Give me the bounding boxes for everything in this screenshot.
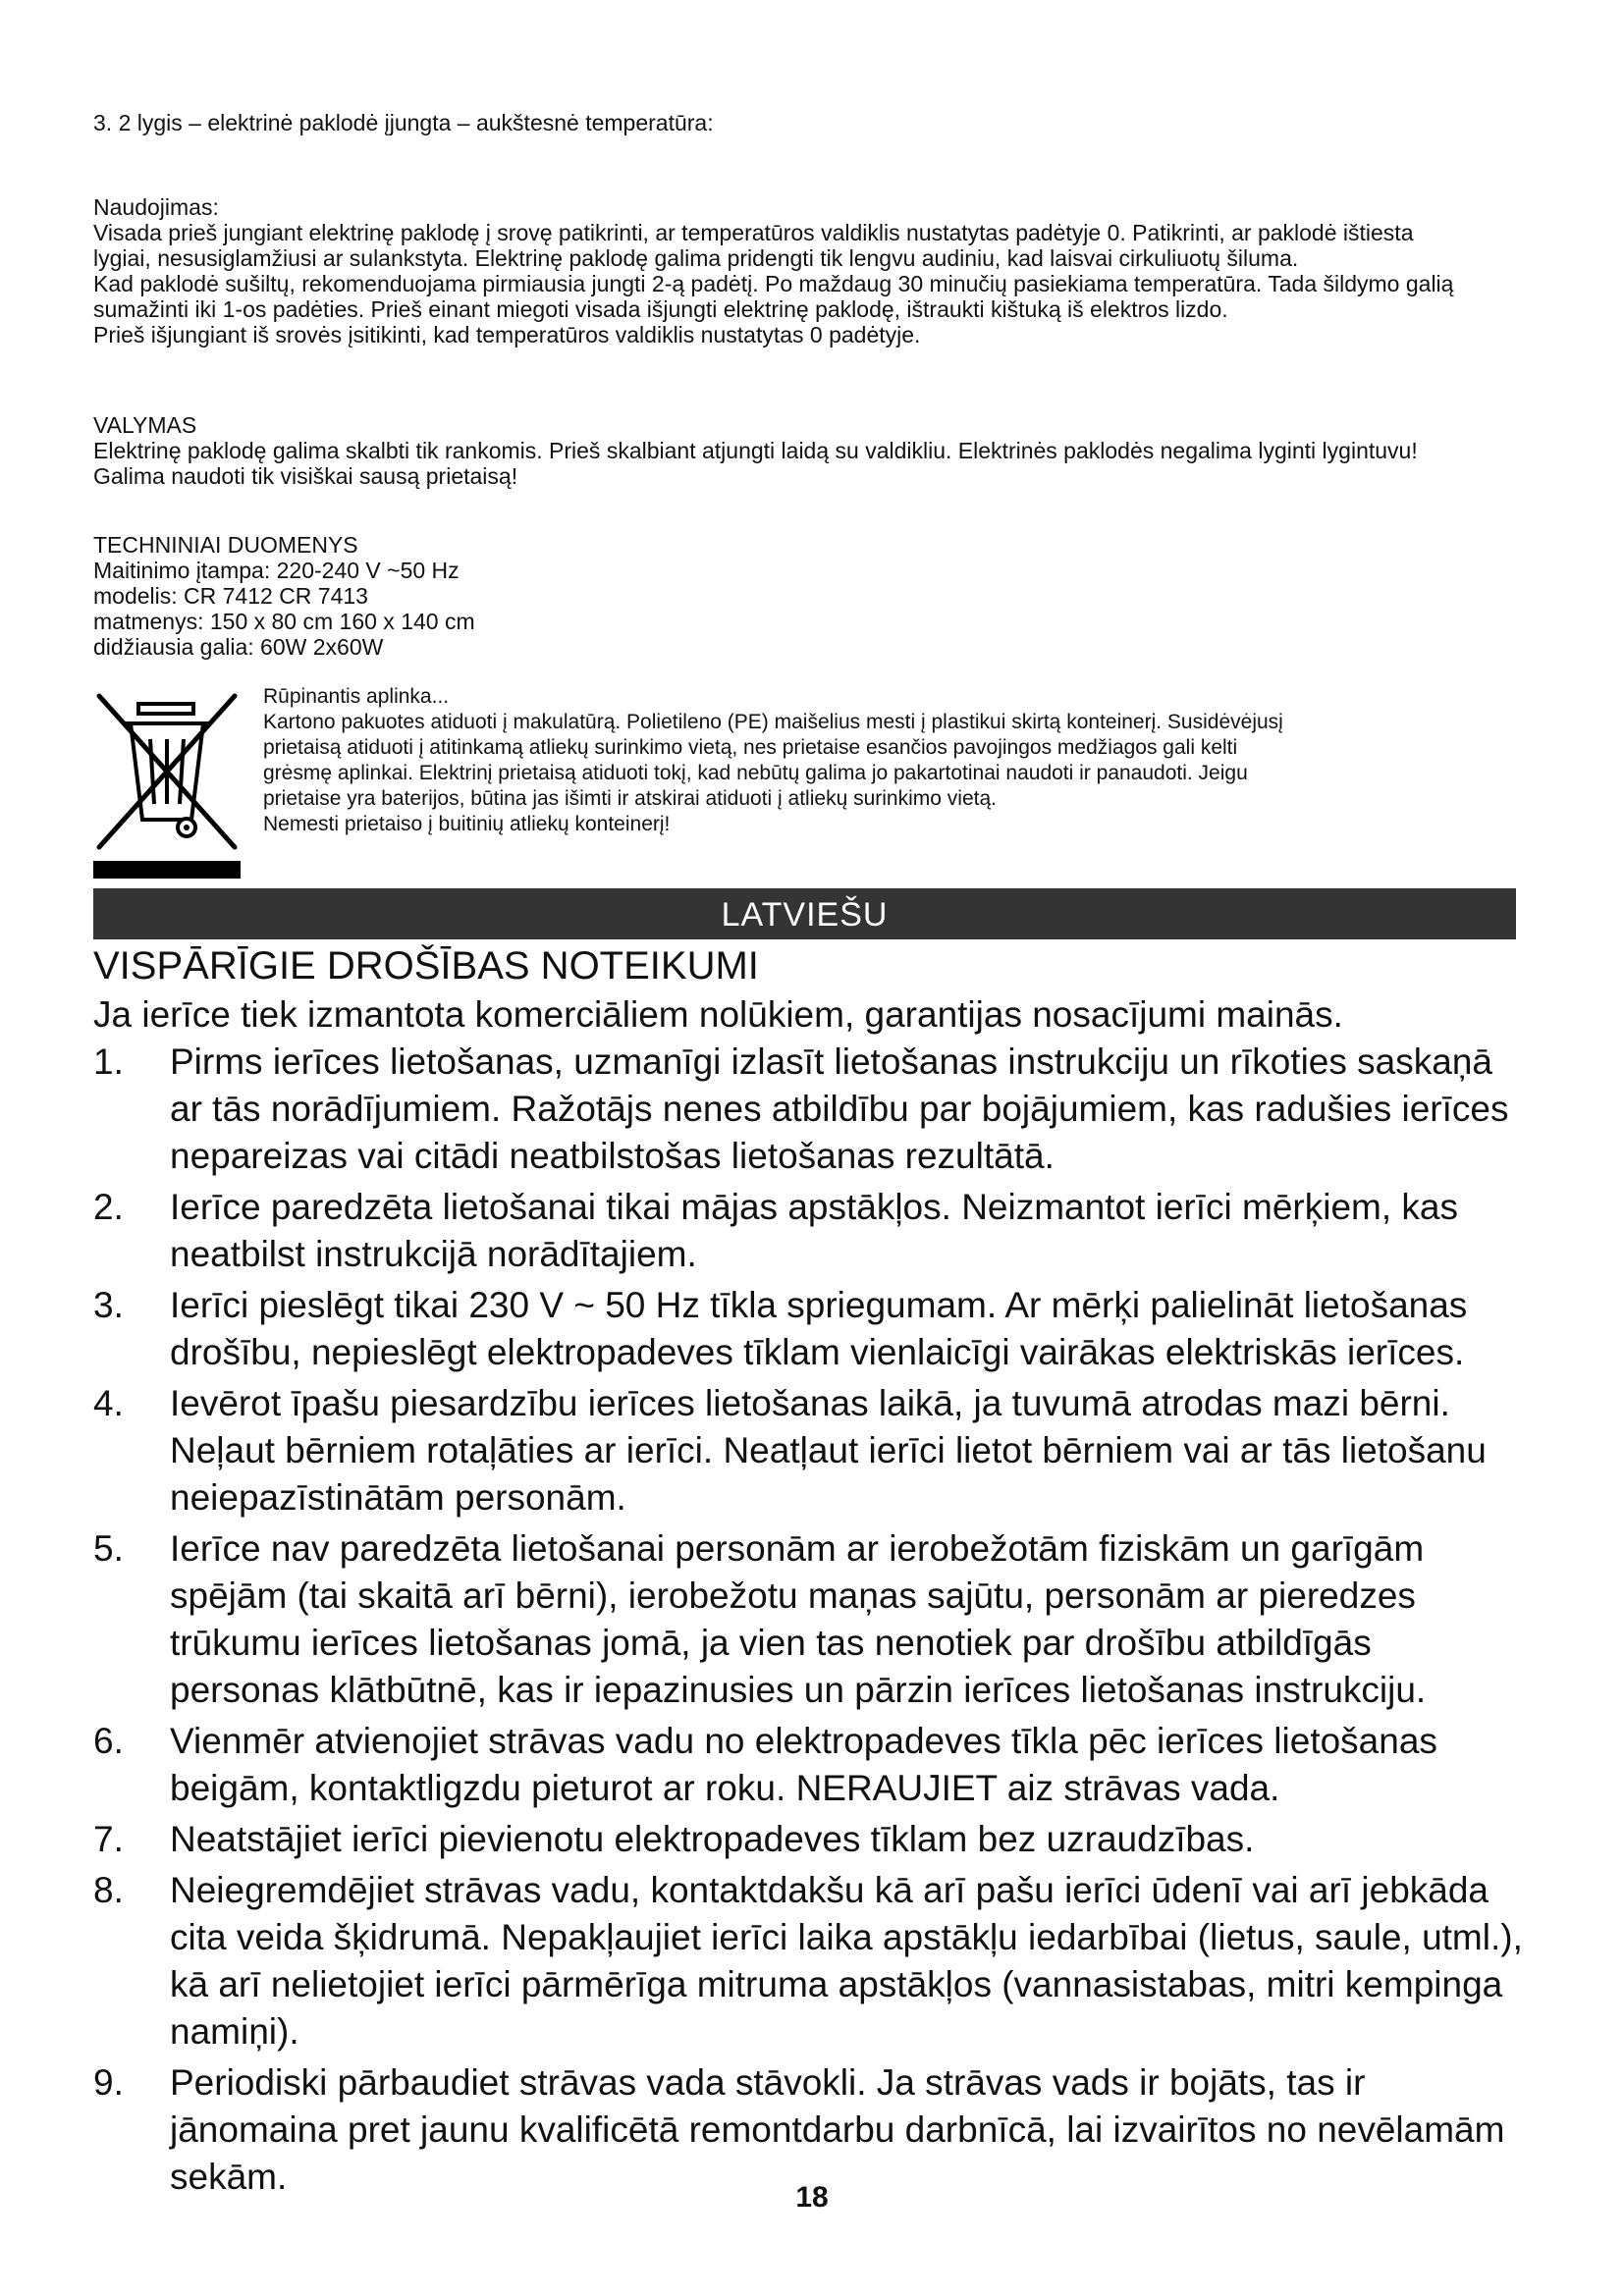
item-number: 2. — [93, 1187, 124, 1227]
list-item — [93, 1282, 1527, 1376]
usage-line: Prieš išjungiant iš srovės įsitikinti, kad temperatūros valdiklis nustatytas 0 padėtyje. — [93, 322, 921, 347]
cleaning-line: Elektrinę paklodę galima skalbti tik rankomis. Prieš skalbiant atjungti laidą su valdikliu. Elektrinės paklodės negalima lyginti lygintuvu! — [93, 438, 1418, 463]
list-item — [93, 1380, 1527, 1522]
item-number: 1. — [93, 1041, 124, 1082]
item-text: Ierīce paredzēta lietošanai tikai mājas apstākļos. Neizmantot ierīci mērķiem, kas neatbilst instrukcijā norādītajiem. — [170, 1187, 1458, 1274]
tech-heading: TECHNINIAI DUOMENYS — [93, 532, 358, 558]
tech-line: matmenys: 150 x 80 cm 160 x 140 cm — [93, 609, 475, 634]
item-text: Vienmēr atvienojiet strāvas vadu no elektropadeves tīkla pēc ierīces lietošanas beigām, kontaktligzdu pieturot ar roku. NERAUJIET aiz strāvas vada. — [170, 1721, 1437, 1808]
item-number: 7. — [93, 1819, 124, 1859]
cleaning-line: Galima naudoti tik visiškai sausą prietaisą! — [93, 463, 518, 489]
list-item — [93, 1184, 1527, 1278]
tech-line: didžiausia galia: 60W 2x60W — [93, 634, 384, 660]
usage-section — [93, 194, 1527, 347]
page-number: 18 — [795, 2181, 829, 2214]
item-text: Ierīci pieslēgt tikai 230 V ~ 50 Hz tīkla spriegumam. Ar mērķi palielināt lietošanas drošību, nepieslēgt elektropadeves tīklam vienlaicīgi vairākas elektriskās ierīces. — [170, 1285, 1468, 1372]
list-item — [93, 1816, 1527, 1863]
item-text: Neiegremdējiet strāvas vadu, kontaktdakšu kā arī pašu ierīci ūdenī vai arī jebkāda cita veida šķidrumā. Nepakļaujiet ierīci laika apstākļu iedarbībai (lietus, saule, utml.), kā arī nelietojiet ierīci pārmērīga mitruma apstākļos (vannasistabas, mitri kempinga namiņi). — [170, 1870, 1523, 2052]
item-text: Pirms ierīces lietošanas, uzmanīgi izlasīt lietošanas instrukciju un rīkoties saskaņā ar tās norādījumiem. Ražotājs nenes atbildību par bojājumiem, kas radušies ierīces nepareizas vai citādi neatbilstošas lietošanas rezultātā. — [170, 1041, 1509, 1176]
usage-line: lygiai, nesusiglamžiusi ar sulankstyta. Elektrinę paklodę galima pridengti tik lengvu audiniu, kad laisvai cirkuliuotų šiluma. — [93, 245, 1299, 271]
weee-line: Nemesti prietaiso į buitinių atliekų konteinerį! — [263, 813, 671, 835]
page-title: VISPĀRĪGIE DROŠĪBAS NOTEIKUMI — [93, 944, 759, 988]
cleaning-section — [93, 412, 1527, 489]
usage-line: Kad paklodė sušiltų, rekomenduojama pirmiausia jungti 2-ą padėtį. Po maždaug 30 minučių pasiekiama temperatūra. Tada šildymo galią — [93, 271, 1454, 296]
usage-heading: Naudojimas: — [93, 194, 219, 220]
language-section-band — [93, 888, 1516, 939]
tech-section — [93, 532, 475, 660]
weee-line: prietaisą atiduoti į atitinkamą atliekų surinkimo vietą, nes prietaise esančios pavojingos medžiagos gali kelti — [263, 736, 1238, 759]
level-3-line: 3. 2 lygis – elektrinė paklodė įjungta – aukštesnė temperatūra: — [93, 110, 714, 135]
list-item — [93, 1039, 1527, 1180]
usage-line: sumažinti iki 1-os padėties. Prieš einant miegoti visada išjungti elektrinę paklodę, ištraukti kištuką iš elektros lizdo. — [93, 296, 1228, 322]
item-number: 9. — [93, 2062, 124, 2103]
item-text: Neatstājiet ierīci pievienotu elektropadeves tīklam bez uzraudzības. — [170, 1819, 1255, 1859]
cleaning-heading: VALYMAS — [93, 412, 197, 438]
list-item — [93, 1718, 1527, 1812]
tech-line: Maitinimo įtampa: 220-240 V ~50 Hz — [93, 558, 460, 583]
list-item — [93, 2059, 1527, 2201]
list-item — [93, 1867, 1527, 2056]
crossed-out-wheelie-bin-icon — [93, 682, 241, 879]
list-item — [93, 1525, 1527, 1714]
item-text: Ierīce nav paredzēta lietošanai personām ar ierobežotām fiziskām un garīgām spējām (tai skaitā arī bērni), ierobežotu maņas sajūtu, personām ar pieredzes trūkumu ierīces lietošanas jomā, ja vien tas nenotiek par drošību atbildīgās personas klātbūtnē, kas ir iepazinusies un pārzin ierīces lietošanas instrukciju. — [170, 1528, 1427, 1710]
safety-rules-list — [93, 1039, 1527, 2205]
language-label: LATVIEŠU — [721, 896, 889, 934]
item-text: Periodiski pārbaudiet strāvas vada stāvokli. Ja strāvas vads ir bojāts, tas ir jānomaina pret jaunu kvalificētā remontdarbu darbnīcā, lai izvairītos no nevēlamām sekām. — [170, 2062, 1505, 2197]
item-number: 8. — [93, 1870, 124, 1910]
weee-line: grėsmę aplinkai. Elektrinį prietaisą atiduoti tokį, kad nebūtų galima jo pakartotinai naudoti ir panaudoti. Jeigu — [263, 762, 1248, 784]
weee-line: prietaise yra baterijos, būtina jas išimti ir atskirai atiduoti į atliekų surinkimo vietą. — [263, 787, 997, 810]
item-text: Ievērot īpašu piesardzību ierīces lietošanas laikā, ja tuvumā atrodas mazi bērni. Neļaut bērniem rotaļāties ar ierīci. Neatļaut ierīci lietot bērniem vai ar tās lietošanu neiepazīstinātām personām. — [170, 1383, 1487, 1518]
weee-line: Rūpinantis aplinka... — [263, 685, 450, 708]
item-number: 3. — [93, 1285, 124, 1325]
item-number: 5. — [93, 1528, 124, 1569]
item-number: 4. — [93, 1383, 124, 1423]
weee-line: Kartono pakuotes atiduoti į makulatūrą. Polietileno (PE) maišelius mesti į plastikui skirtą konteinerį. Susidėvėjusį — [263, 711, 1283, 733]
tech-line: modelis: CR 7412 CR 7413 — [93, 583, 368, 609]
intro-text: Ja ierīce tiek izmantota komerciāliem nolūkiem, garantijas nosacījumi mainās. — [93, 994, 1343, 1035]
item-number: 6. — [93, 1721, 124, 1761]
usage-line: Visada prieš jungiant elektrinę paklodę į srovę patikrinti, ar temperatūros valdiklis nustatytas padėtyje 0. Patikrinti, ar paklodė ištiesta — [93, 220, 1414, 245]
weee-notice — [263, 684, 1510, 837]
